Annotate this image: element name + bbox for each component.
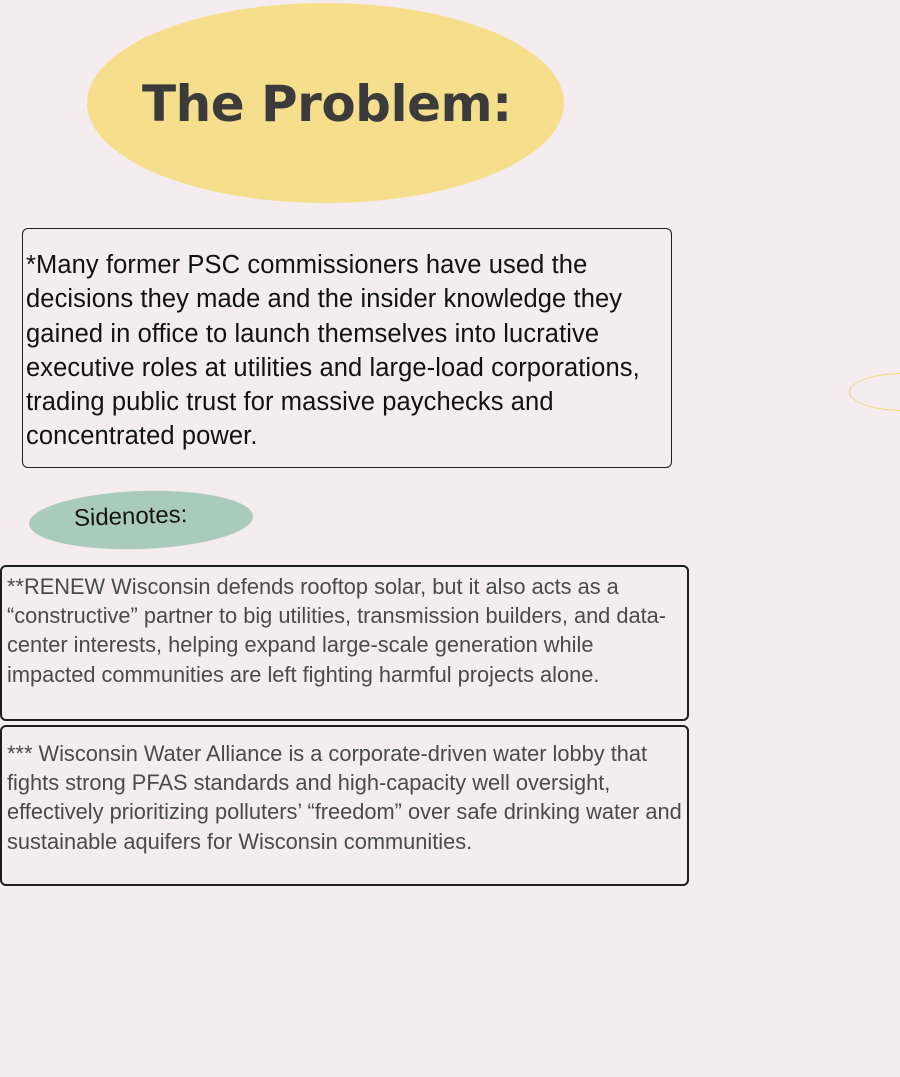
sidenote-text-renew: **RENEW Wisconsin defends rooftop solar, but it also acts as a “constructive” partner to big utilities, transmission builders, and data-center interests, helping expand large-scale generation while impacted communities are left fighting harmful projects alone. (7, 574, 667, 687)
sidenote-box-water-alliance (0, 725, 689, 886)
problem-statement-text: *Many former PSC commissioners have used the decisions they made and the insider knowledge they gained in office to launch themselves into lucrative executive roles at utilities and large-load corporations, trading public trust for massive paychecks and concentrated power. (26, 251, 640, 451)
problem-statement-box (22, 228, 672, 468)
sidenote-text-water-alliance: *** Wisconsin Water Alliance is a corporate-driven water lobby that fights strong PFAS standards and high-capacity well oversight, effectively prioritizing polluters’ “freedom” over safe drinking water and sustainable aquifers for Wisconsin communities. (7, 741, 682, 854)
decorative-oval-outline (849, 373, 900, 411)
page-title: The Problem: (142, 75, 512, 133)
sidenotes-label: Sidenotes: (73, 501, 188, 532)
sidenote-box-renew (0, 565, 689, 721)
